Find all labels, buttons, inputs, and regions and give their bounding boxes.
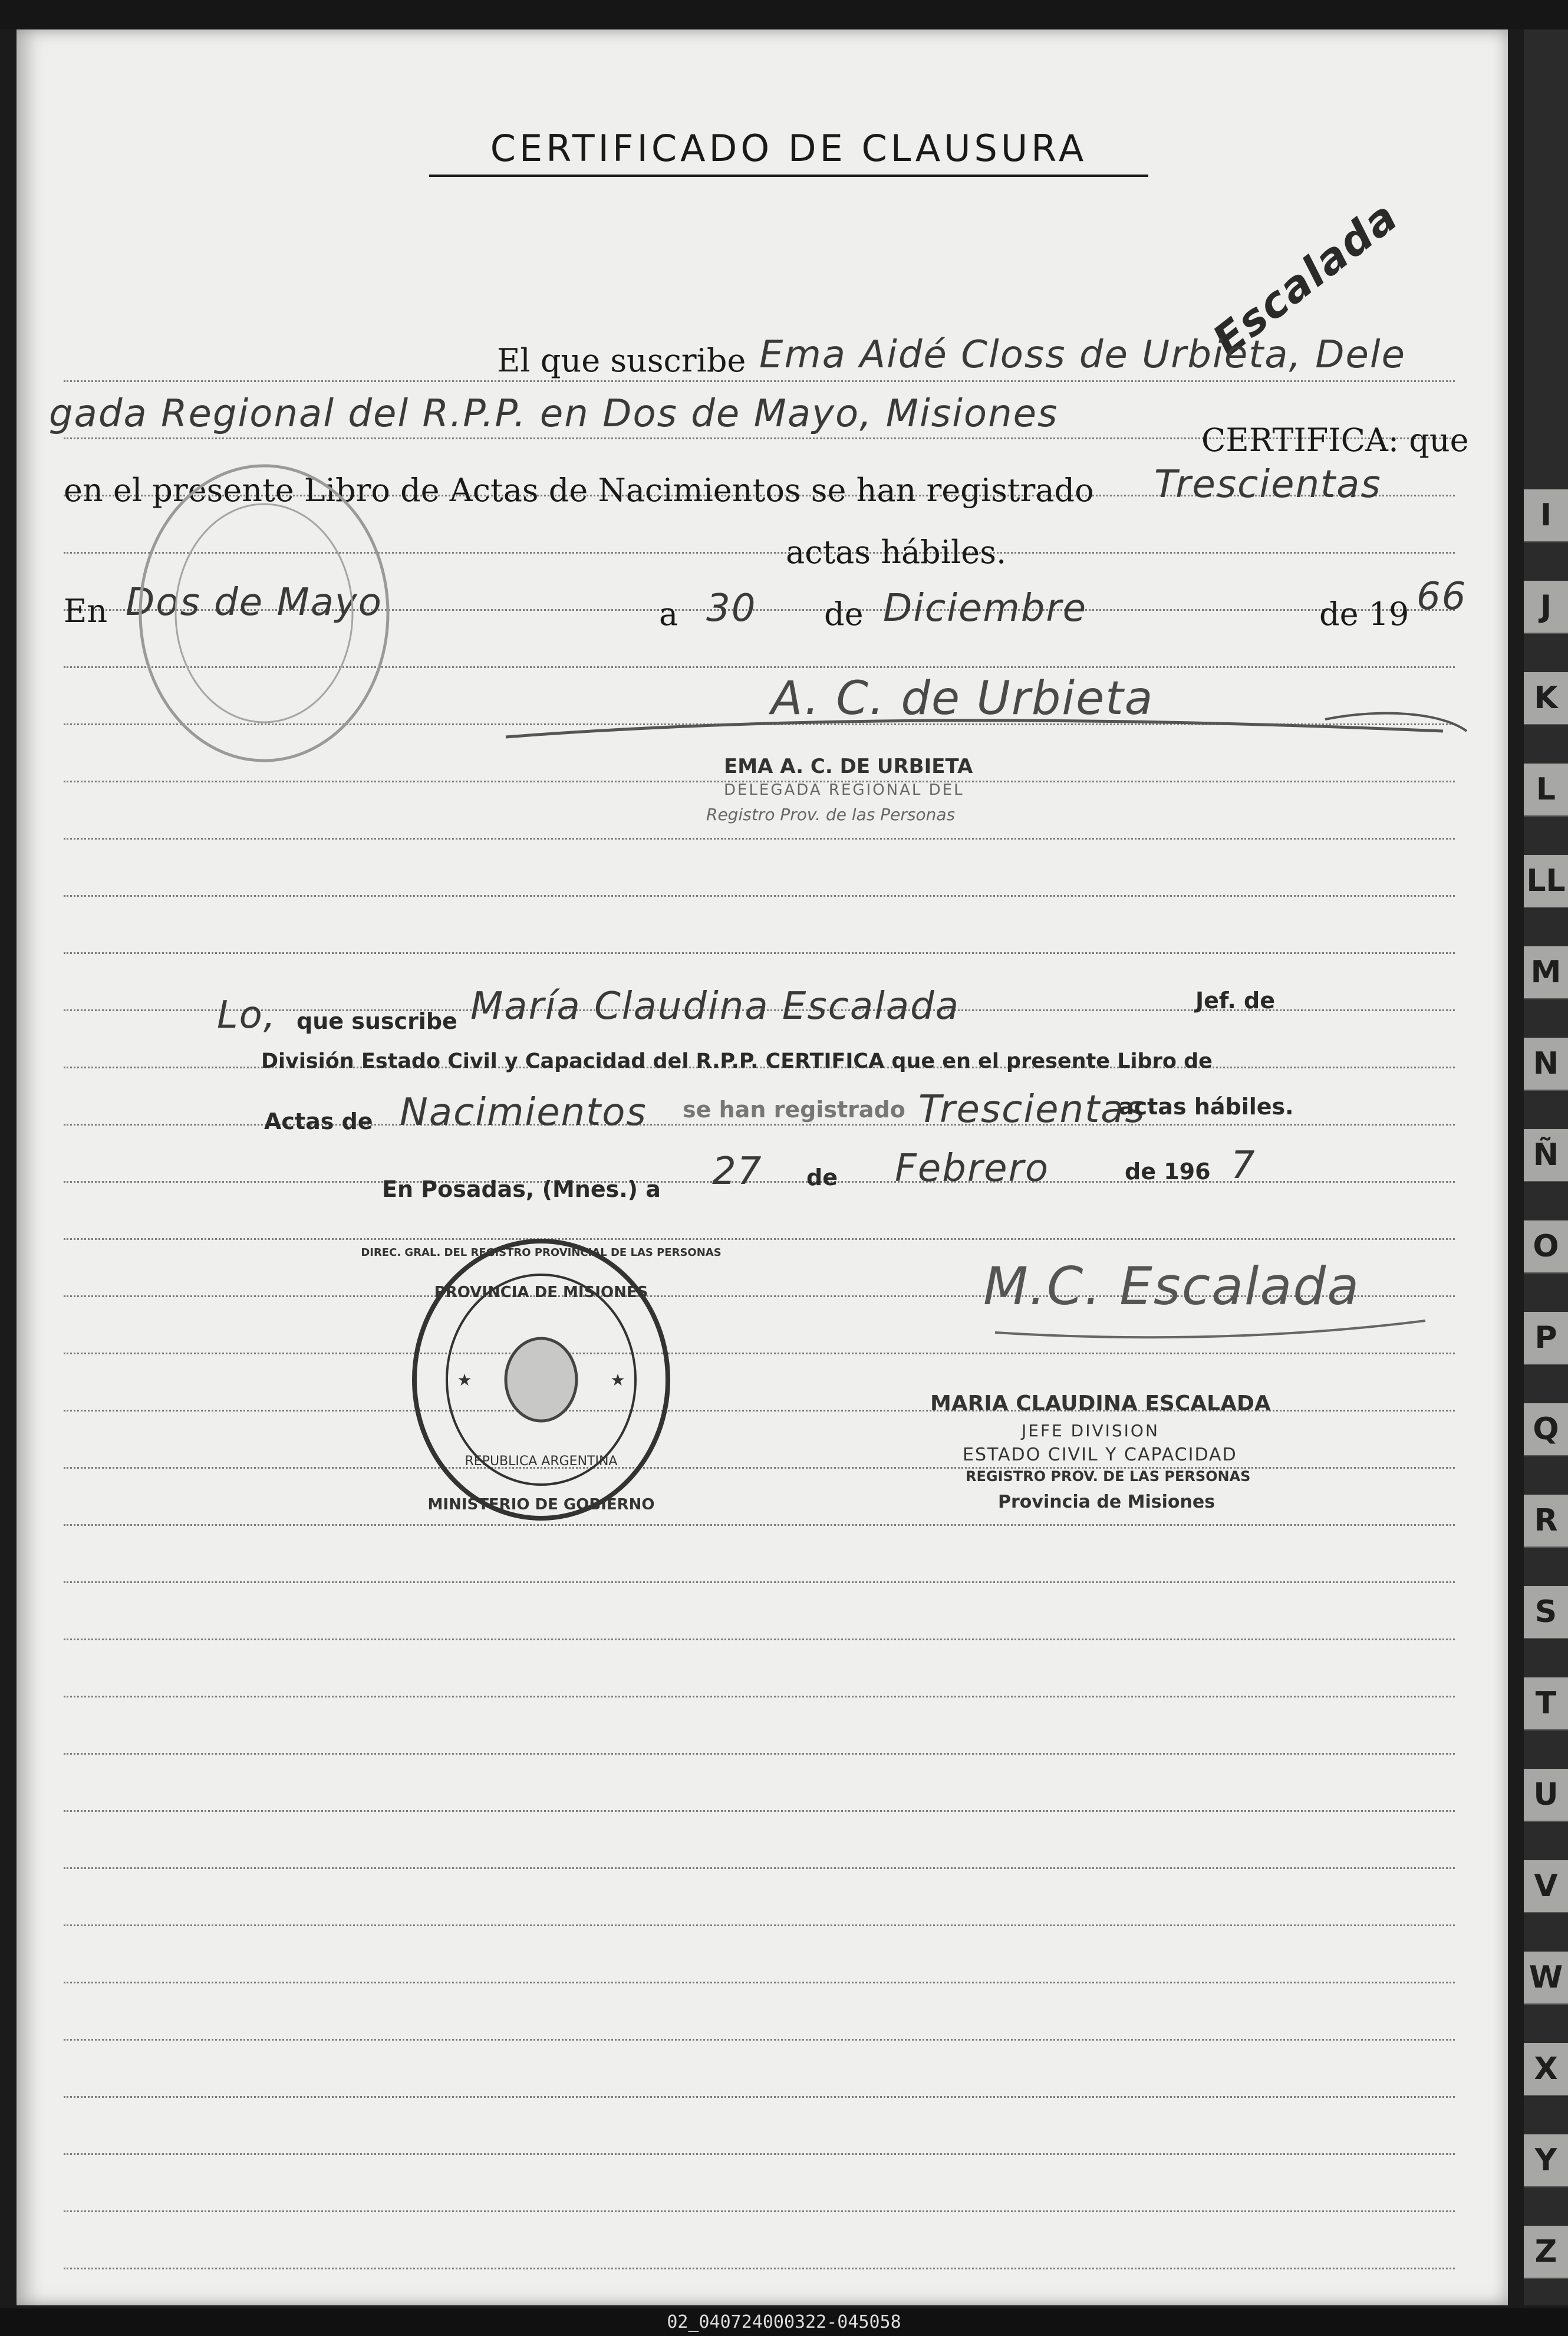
official-seal — [361, 1232, 722, 1527]
stamp1-role: DELEGADA REGIONAL DEL — [724, 781, 964, 799]
stamp2-line3: REGISTRO PROV. DE LAS PERSONAS — [966, 1468, 1251, 1485]
count-1: Trescientas — [1154, 463, 1382, 506]
stamp2-name: MARIA CLAUDINA ESCALADA — [930, 1391, 1271, 1416]
index-tab-j[interactable]: J — [1524, 581, 1568, 634]
delegation-text: gada Regional del R.P.P. en Dos de Mayo, Misiones — [49, 392, 1059, 436]
signature-2: M.C. Escalada — [983, 1256, 1361, 1317]
seal-ring-text: DIREC. GRAL. DEL REGISTRO PROVINCIAL DE LAS PERSONAS — [361, 1246, 722, 1259]
place-1: Dos de Mayo — [126, 581, 383, 624]
en-label: En — [64, 593, 108, 630]
en-posadas-text: En Posadas, (Mnes.) a — [382, 1176, 661, 1202]
index-tab-y[interactable]: Y — [1524, 2134, 1568, 2187]
ruled-line — [64, 1238, 1455, 1240]
de-label-2: de — [806, 1164, 838, 1190]
index-tab-k[interactable]: K — [1524, 672, 1568, 725]
ruled-line — [64, 2153, 1455, 2155]
index-tab-t[interactable]: T — [1524, 1677, 1568, 1730]
index-tab-p[interactable]: P — [1524, 1312, 1568, 1365]
ruled-line — [64, 1867, 1455, 1869]
actas-habiles-1: actas hábiles. — [786, 534, 1007, 571]
registered-line: en el presente Libro de Actas de Nacimientos se han registrado — [64, 472, 1094, 509]
index-tab-x[interactable]: X — [1524, 2043, 1568, 2096]
ruled-line — [64, 1581, 1455, 1583]
year-2: 7 — [1231, 1144, 1256, 1187]
index-tab-i[interactable]: I — [1524, 489, 1568, 542]
ruled-line — [64, 380, 1455, 382]
index-tab-l[interactable]: L — [1524, 764, 1568, 817]
faint-seal-1 — [123, 448, 406, 778]
ruled-line — [64, 1524, 1455, 1526]
stamp2-line4: Provincia de Misiones — [998, 1492, 1215, 1512]
stamp1-name: EMA A. C. DE URBIETA — [724, 755, 973, 778]
ruled-line — [64, 2039, 1455, 2041]
actas-habiles-2: actas hábiles. — [1119, 1094, 1294, 1120]
index-tab-r[interactable]: R — [1524, 1495, 1568, 1548]
index-tab-o[interactable]: O — [1524, 1220, 1568, 1274]
stamp2-line1: JEFE DIVISION — [1022, 1421, 1159, 1440]
signature-2-flourish — [989, 1309, 1437, 1350]
ruled-line — [64, 952, 1455, 954]
page-title: CERTIFICADO DE CLAUSURA — [429, 127, 1148, 177]
stamp2-line2: ESTADO CIVIL Y CAPACIDAD — [963, 1445, 1237, 1465]
index-tab-q[interactable]: Q — [1524, 1403, 1568, 1456]
intro-text: El que suscribe — [497, 342, 746, 379]
day-2: 27 — [712, 1150, 763, 1193]
index-tab-v[interactable]: V — [1524, 1860, 1568, 1913]
que-suscribe-text: que suscribe — [297, 1008, 457, 1034]
ruled-line — [64, 1924, 1455, 1926]
ruled-line — [64, 1753, 1455, 1755]
signature-1: A. C. de Urbieta — [771, 672, 1154, 725]
certifica-text: CERTIFICA: que — [1201, 422, 1469, 459]
star-icon: ★ — [610, 1370, 625, 1390]
month-1: Diciembre — [883, 587, 1088, 630]
stamp1-office: Registro Prov. de las Personas — [706, 805, 956, 824]
se-han-text: se han registrado — [683, 1097, 905, 1123]
ruled-line — [64, 895, 1455, 897]
seal-bottom-text: MINISTERIO DE GOBIERNO — [427, 1496, 655, 1514]
ruled-line — [64, 1696, 1455, 1697]
seal-inner-text: PROVINCIA DE MISIONES — [434, 1284, 648, 1301]
seal-republic-text: REPUBLICA ARGENTINA — [465, 1454, 618, 1469]
ruled-line — [64, 838, 1455, 840]
ruled-line — [64, 2268, 1455, 2269]
margin-signature: Escalada — [1203, 191, 1408, 366]
ruled-line — [64, 1982, 1455, 1983]
signature-1-flourish — [500, 696, 1478, 755]
index-tab-w[interactable]: W — [1524, 1952, 1568, 2005]
de-196-text: de 196 — [1125, 1159, 1211, 1185]
a-label: a — [659, 595, 678, 633]
index-tab-u[interactable]: U — [1524, 1769, 1568, 1822]
alphabet-index-tabs — [1524, 29, 1568, 2305]
day-1: 30 — [706, 587, 757, 630]
ruled-line — [64, 2096, 1455, 2098]
lo-text: Lo, — [217, 993, 277, 1037]
index-tab-ñ[interactable]: Ñ — [1524, 1129, 1568, 1182]
jefe-de-text: Jef. de — [1195, 988, 1276, 1014]
top-band — [0, 0, 1568, 29]
ruled-line — [64, 1639, 1455, 1640]
de-19-label: de 19 — [1319, 595, 1409, 633]
type-2: Nacimientos — [400, 1091, 647, 1134]
name-2: María Claudina Escalada — [470, 985, 960, 1028]
index-tab-m[interactable]: M — [1524, 946, 1568, 999]
index-tab-s[interactable]: S — [1524, 1586, 1568, 1639]
signer-name: Ema Aidé Closs de Urbieta, Dele — [759, 333, 1406, 377]
ruled-line — [64, 1810, 1455, 1812]
image-id-footer: 02_040724000322-045058 — [0, 2308, 1568, 2336]
division-line: División Estado Civil y Capacidad del R.P.P. CERTIFICA que en el presente Libro de — [261, 1049, 1213, 1073]
ruled-line — [64, 2210, 1455, 2212]
index-tab-ll[interactable]: LL — [1524, 855, 1568, 908]
de-label-1: de — [824, 595, 864, 633]
ruled-line — [64, 1353, 1455, 1354]
count-2: Trescientas — [918, 1088, 1146, 1131]
document-page — [17, 29, 1508, 2305]
year-1: 66 — [1417, 575, 1467, 618]
star-icon: ★ — [457, 1370, 472, 1390]
index-tab-n[interactable]: N — [1524, 1038, 1568, 1091]
month-2: Febrero — [895, 1147, 1049, 1190]
index-tab-z[interactable]: Z — [1524, 2226, 1568, 2279]
actas-de-text: Actas de — [264, 1108, 373, 1134]
